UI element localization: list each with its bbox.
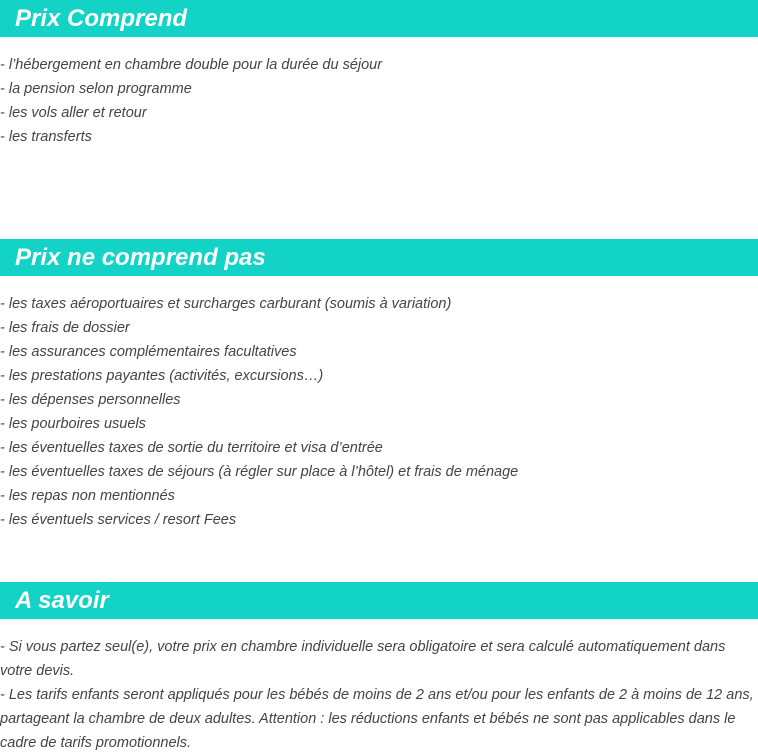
list-item: - les transferts xyxy=(0,129,92,145)
list-item: - les éventuels services / resort Fees xyxy=(0,512,237,528)
included-items-list xyxy=(0,53,758,149)
list-item: - l’hébergement en chambre double pour la durée du séjour xyxy=(0,57,383,73)
list-item: - les repas non mentionnés xyxy=(0,488,175,504)
section-header-prix-ne-comprend-pas: Prix ne comprend pas xyxy=(0,239,758,276)
list-item: - les assurances complémentaires facultatives xyxy=(0,344,297,360)
list-item: - les frais de dossier xyxy=(0,320,130,336)
list-item: - les dépenses personnelles xyxy=(0,392,181,408)
section-header-prix-comprend: Prix Comprend xyxy=(0,0,758,37)
info-note: - Les tarifs enfants seront appliqués pour les bébés de moins de 2 ans et/ou pour les enfants de 2 à moins de 12 ans, partageant la chambre de deux adultes. Attention : les réductions enfants et bébés ne sont pas applicables dans le cadre de tarifs promotionnels. xyxy=(0,687,754,751)
section-header-a-savoir: A savoir xyxy=(0,582,758,619)
list-item: - les prestations payantes (activités, excursions…) xyxy=(0,368,324,384)
list-item: - les taxes aéroportuaires et surcharges carburant (soumis à variation) xyxy=(0,296,452,312)
excluded-items-list xyxy=(0,292,758,532)
info-note: - Si vous partez seul(e), votre prix en chambre individuelle sera obligatoire et sera calculé automatiquement dans votre devis. xyxy=(0,639,726,679)
list-item: - les vols aller et retour xyxy=(0,105,147,121)
list-item: - les pourboires usuels xyxy=(0,416,146,432)
info-notes-list xyxy=(0,635,758,755)
list-item: - les éventuelles taxes de séjours (à régler sur place à l’hôtel) et frais de ménage xyxy=(0,464,519,480)
list-item: - la pension selon programme xyxy=(0,81,192,97)
list-item: - les éventuelles taxes de sortie du territoire et visa d’entrée xyxy=(0,440,383,456)
